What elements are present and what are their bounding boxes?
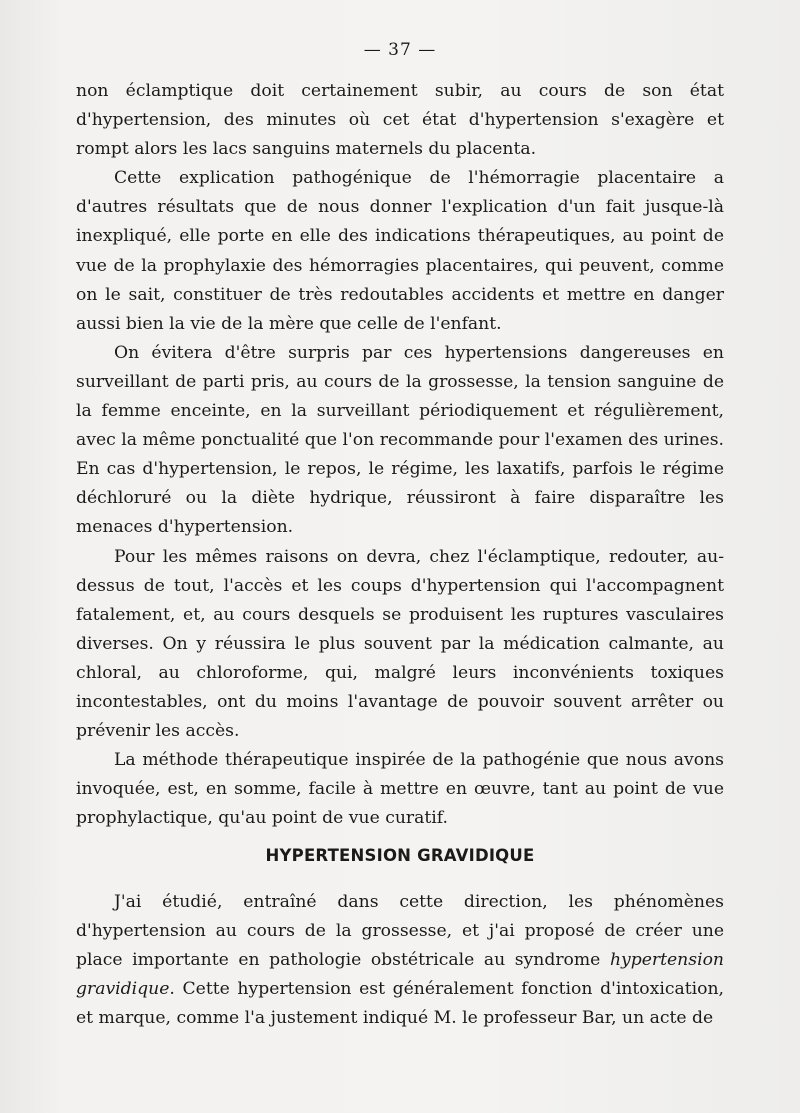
body-text — [76, 77, 724, 833]
paragraph: On évitera d'être surpris par ces hypertensions dangereuses en surveillant de parti pris, au cours de la grossesse, la tension sanguine de la femme enceinte, en la surveillant périodiquement et régulièrement, avec la même ponctualité que l'on recommande pour l'examen des urines. En cas d'hypertension, le repos, le régime, les laxatifs, parfois le régime déchloruré ou la diète hydrique, réussiront à faire disparaître les menaces d'hypertension. — [76, 342, 724, 538]
paragraph: non éclamptique doit certainement subir, au cours de son état d'hypertension, des minutes où cet état d'hypertension s'exagère et rompt alors les lacs sanguins maternels du placenta. — [76, 81, 724, 160]
paragraph: Pour les mêmes raisons on devra, chez l'éclamptique, redouter, au-dessus de tout, l'accès et les coups d'hypertension qui l'accompagnent fatalement, et, au cours desquels se produisent les ruptures vasculaires diverses. On y réussira le plus souvent par la médication calmante, au chloral, au chloroforme, qui, malgré leurs inconvénients toxiques incontestables, ont du moins l'avantage de pouvoir souvent arrêter ou prévenir les accès. — [76, 546, 724, 742]
text-run: . Cette hypertension est généralement fonction d'intoxication, et marque, comme l'a justement indiqué M. le professeur Bar, un acte de — [76, 979, 724, 1029]
paragraph — [76, 888, 724, 1033]
paragraph: Cette explication pathogénique de l'hémorragie placentaire a d'autres résultats que de nous donner l'explication d'un fait jusque-là inexpliqué, elle porte en elle des indications thérapeutiques, au point de vue de la prophylaxie des hémorragies placentaires, qui peuvent, comme on le sait, constituer de très redoutables accidents et mettre en danger aussi bien la vie de la mère que celle de l'enfant. — [76, 168, 724, 334]
italic-term: hypertension gravidique — [76, 950, 724, 1000]
section-heading: HYPERTENSION GRAVIDIQUE — [265, 846, 535, 865]
text-run: J'ai étudié, entraîné dans cette direction, les phénomènes d'hypertension au cours de la grossesse, et j'ai proposé de créer une place importante en pathologie obstétricale au syndrome — [76, 892, 724, 971]
section-text — [76, 888, 724, 1033]
paragraph: La méthode thérapeutique inspirée de la pathogénie que nous avons invoquée, est, en somme, facile à mettre en œuvre, tant au point de vue prophylactique, qu'au point de vue curatif. — [76, 750, 724, 829]
page-number: — 37 — — [363, 40, 437, 60]
